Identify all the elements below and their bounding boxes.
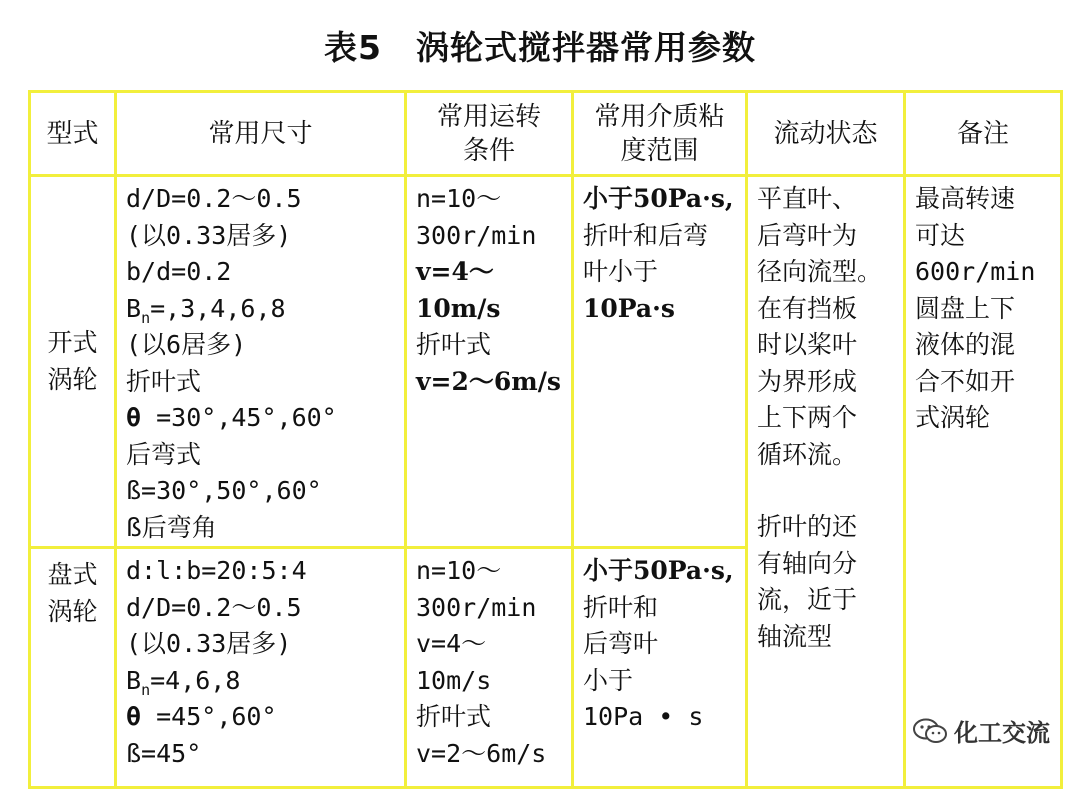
size-cell: d:l:b=20:5:4 d/D=0.2～0.5 (以0.33居多) $B_n=4,6,8$ θ =45°,60° ß=45° [116,548,406,788]
flow-state-cell: 平直叶、 后弯叶为 径向流型。 在有挡板 时以桨叶 为界形成 上下两个 循环流。 折叶的还 有轴向分 流，近于 轴流型 [747,176,905,788]
operation-cell: n=10～ 300r/min v=4～ 10m/s 折叶式 v=2～6m/s [406,548,573,788]
header-flow: 流动状态 [747,92,905,176]
header-operation: 常用运转条件 [406,92,573,176]
row-type-open-turbine: 开式涡轮 [30,176,116,548]
parameters-table [28,90,1063,789]
header-row [30,92,1062,176]
operation-cell: n=10～ 300r/min v=4～ 10m/s 折叶式 v=2～6m/s [406,176,573,548]
remark-cell: 最高转速 可达 600r/min 圆盘上下 液体的混 合不如开 式涡轮 [905,176,1062,788]
header-viscosity: 常用介质粘度范围 [573,92,747,176]
size-cell: d/D=0.2～0.5 (以0.33居多) b/d=0.2 $B_n=,3,4,6,8$ (以6居多) 折叶式 θ =30°,45°,60° 后弯式 ß=30°,50°,60° ß后弯角 [116,176,406,548]
wechat-icon [912,717,948,745]
viscosity-cell: 小于50Pa·s, 折叶和后弯 叶小于 10Pa·s [573,176,747,548]
watermark-text: 化工交流 [954,719,1050,747]
table-row [30,176,1062,548]
row-type-disc-turbine: 盘式涡轮 [30,548,116,788]
header-type: 型式 [30,92,116,176]
watermark [912,713,1050,748]
table-title: 表5 涡轮式搅拌器常用参数 [324,28,756,67]
viscosity-cell: 小于50Pa·s, 折叶和 后弯叶 小于 10Pa • s [573,548,747,788]
header-remark: 备注 [905,92,1062,176]
header-size: 常用尺寸 [116,92,406,176]
